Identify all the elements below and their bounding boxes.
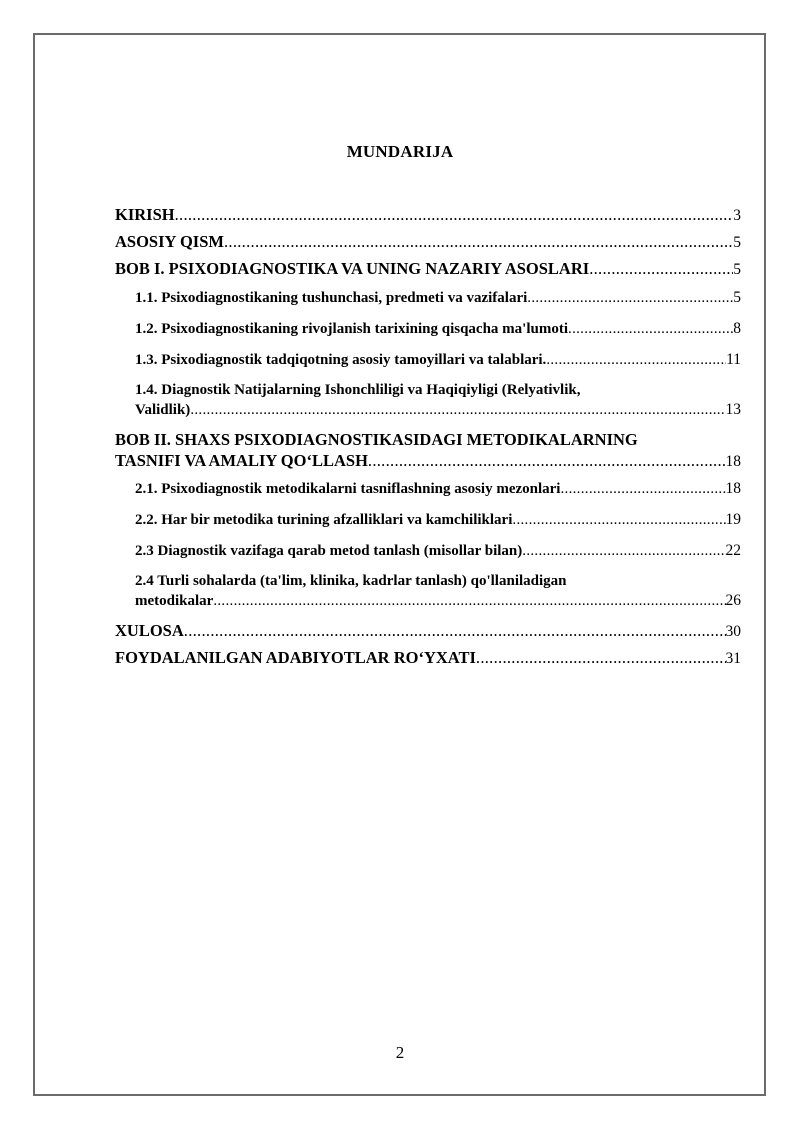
dot-leader <box>224 231 733 253</box>
toc-entry-bob-1[interactable] <box>115 258 741 281</box>
toc-entry-page: 18 <box>725 480 741 497</box>
page-number: 2 <box>395 1043 405 1062</box>
toc-entry-page: 13 <box>725 401 741 418</box>
toc-entry-2-1[interactable] <box>115 478 741 500</box>
toc-entry-label: XULOSA <box>115 621 184 640</box>
toc-entry-2-3[interactable] <box>115 540 741 562</box>
dot-leader <box>560 478 725 500</box>
toc-entry-label-continued: Validlik) <box>135 402 191 418</box>
dot-leader <box>527 287 733 309</box>
dot-leader <box>368 450 726 471</box>
toc-entry-page: 19 <box>725 511 741 528</box>
toc-entry-page: 3 <box>733 207 741 224</box>
toc-entry-label: ASOSIY QISM <box>115 232 224 251</box>
toc-entry-page: 30 <box>725 623 741 640</box>
toc-entry-label: 1.1. Psixodiagnostikaning tushunchasi, predmeti va vazifalari <box>135 290 528 306</box>
toc-entry-adabiyotlar[interactable] <box>115 647 741 670</box>
toc-entry-1-1[interactable] <box>115 287 741 309</box>
toc-entry-page: 11 <box>726 351 741 368</box>
toc-entry-2-4[interactable] <box>115 571 741 611</box>
toc-entry-xulosa[interactable] <box>115 620 741 643</box>
toc-entry-label: KIRISH <box>115 205 175 224</box>
toc-entry-label: 2.2. Har bir metodika turining afzalliklari va kamchiliklari <box>135 512 513 528</box>
toc-entry-label-continued: TASNIFI VA AMALIY QO‘LLASH <box>115 451 368 470</box>
dot-leader <box>512 509 725 531</box>
dot-leader <box>184 620 726 642</box>
toc-entry-kirish[interactable] <box>115 204 741 227</box>
toc-entry-label: 1.2. Psixodiagnostikaning rivojlanish tarixining qisqacha ma'lumoti <box>135 321 569 337</box>
toc-entry-asosiy-qism[interactable] <box>115 231 741 254</box>
table-of-contents <box>115 204 741 674</box>
toc-entry-label: 2.1. Psixodiagnostik metodikalarni tasniflashning asosiy mezonlari <box>135 481 561 497</box>
dot-leader <box>568 318 733 340</box>
toc-entry-label: 1.3. Psixodiagnostik tadqiqotning asosiy tamoyillari va talablari. <box>135 352 547 368</box>
toc-entry-label: FOYDALANILGAN ADABIYOTLAR RO‘YXATI <box>115 648 476 667</box>
toc-entry-label: 2.3 Diagnostik vazifaga qarab metod tanlash (misollar bilan) <box>135 543 523 559</box>
toc-entry-bob-2[interactable] <box>115 429 741 472</box>
dot-leader <box>589 258 733 280</box>
toc-entry-label: BOB I. PSIXODIAGNOSTIKA VA UNING NAZARIY ASOSLARI <box>115 259 590 278</box>
toc-entry-label: 1.4. Diagnostik Natijalarning Ishonchliligi va Haqiqiyligi (Relyativlik, <box>135 382 581 398</box>
toc-entry-label-continued: metodikalar <box>135 593 214 609</box>
dot-leader <box>522 540 725 562</box>
toc-entry-1-2[interactable] <box>115 318 741 340</box>
dot-leader <box>213 591 725 611</box>
toc-entry-label: BOB II. SHAXS PSIXODIAGNOSTIKASIDAGI METODIKALARNING <box>115 430 638 449</box>
toc-entry-page: 5 <box>733 289 741 306</box>
toc-entry-page: 26 <box>725 592 741 609</box>
toc-entry-page: 22 <box>725 542 741 559</box>
toc-title: MUNDARIJA <box>346 142 454 161</box>
dot-leader <box>476 647 726 669</box>
toc-entry-1-4[interactable] <box>115 380 741 420</box>
toc-entry-page: 5 <box>733 234 741 251</box>
toc-entry-1-3[interactable] <box>115 349 741 371</box>
dot-leader <box>175 204 734 226</box>
dot-leader <box>190 400 725 420</box>
toc-entry-page: 5 <box>733 261 741 278</box>
toc-entry-page: 31 <box>725 650 741 667</box>
toc-entry-page: 8 <box>733 320 741 337</box>
dot-leader <box>546 349 726 371</box>
toc-entry-label: 2.4 Turli sohalarda (ta'lim, klinika, kadrlar tanlash) qo'llaniladigan <box>135 573 567 589</box>
toc-entry-page: 18 <box>725 453 741 470</box>
toc-entry-2-2[interactable] <box>115 509 741 531</box>
